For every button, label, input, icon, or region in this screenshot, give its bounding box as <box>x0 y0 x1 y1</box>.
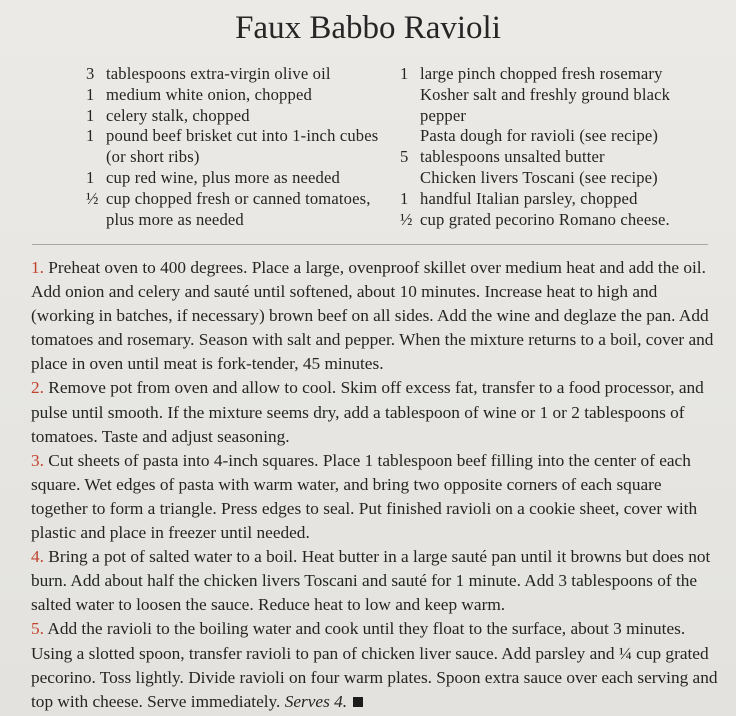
ingredient-item <box>400 126 700 147</box>
step-text: Preheat oven to 400 degrees. Place a large, ovenproof skillet over medium heat and add the oil. Add onion and celery and sauté until softened, about 10 minutes. Increase heat to high and (working in batches, if necessary) brown beef on all sides. Add the wine and deglaze the pan. Add tomatoes and rosemary. Season with salt and pepper. When the mixture returns to a boil, cover and place in oven until meat is fork-tender, 45 minutes. <box>31 258 714 374</box>
section-divider <box>32 244 708 245</box>
end-mark-icon <box>353 697 363 707</box>
ingredient-qty <box>400 168 420 189</box>
ingredient-qty: ½ <box>86 188 99 208</box>
ingredient-qty: 1 <box>86 167 95 187</box>
ingredient-qty: 1 <box>400 188 409 208</box>
ingredient-item <box>400 210 700 231</box>
ingredient-qty: 1 <box>86 84 95 104</box>
step-number: 2. <box>31 378 44 398</box>
method-step <box>31 545 721 617</box>
ingredient-text: tablespoons unsalted butter <box>420 147 605 167</box>
method-step <box>31 256 721 376</box>
ingredient-text: large pinch chopped fresh rosemary <box>420 64 663 83</box>
ingredient-qty: 1 <box>400 64 409 83</box>
ingredient-qty: ½ <box>400 209 413 229</box>
ingredient-item <box>400 147 700 168</box>
ingredient-text: cup grated pecorino Romano cheese. <box>420 209 670 229</box>
method-step <box>31 376 721 448</box>
method-step <box>31 617 721 713</box>
ingredient-qty: 3 <box>86 64 95 83</box>
ingredient-text: medium white onion, chopped <box>106 84 312 104</box>
step-number: 3. <box>31 450 44 470</box>
step-text: Cut sheets of pasta into 4-inch squares. Place 1 tablespoon beef filling into the center of each square. Wet edges of pasta with warm water, and bring two opposite corners of each square together to form a triangle. Press edges to seal. Put finished ravioli on a cookie sheet, cover with plastic and place in freezer until needed. <box>31 450 698 543</box>
method-steps <box>31 256 721 714</box>
ingredient-text: Kosher salt and freshly ground black pepper <box>420 84 671 125</box>
ingredient-qty <box>400 85 420 127</box>
ingredient-item <box>400 64 700 85</box>
ingredient-column-left <box>86 64 398 230</box>
ingredient-qty <box>400 126 420 147</box>
ingredient-text: cup red wine, plus more as needed <box>106 167 340 187</box>
ingredient-text: celery stalk, chopped <box>106 105 250 125</box>
step-text: Add the ravioli to the boiling water and cook until they float to the surface, about 3 minutes. Using a slotted spoon, transfer ravioli to pan of chicken liver sauce. Add parsley and ¼ cup grated pecorino. Toss lightly. Divide ravioli on four warm plates. Spoon extra sauce over each serving and top with cheese. Serve immediately. <box>31 619 718 711</box>
step-number: 4. <box>31 547 44 567</box>
step-number: 5. <box>31 619 44 639</box>
step-text: Bring a pot of salted water to a boil. Heat butter in a large sauté pan until it browns but does not burn. Add about half the chicken livers Toscani and sauté for 1 minute. Add 3 tablespoons of the salted water to loosen the sauce. Reduce heat to low and keep warm. <box>31 547 711 615</box>
ingredient-item <box>86 189 398 231</box>
ingredient-qty: 1 <box>86 105 95 125</box>
serves-note: Serves 4. <box>284 691 348 711</box>
ingredient-text: cup chopped fresh or canned tomatoes, plus more as needed <box>106 188 371 229</box>
ingredient-item <box>400 189 700 210</box>
ingredient-column-right <box>400 64 700 230</box>
ingredient-item <box>400 85 700 127</box>
ingredient-text: tablespoons extra-virgin olive oil <box>106 64 331 83</box>
ingredient-item <box>86 168 398 189</box>
step-number: 1. <box>31 258 44 277</box>
ingredient-list <box>86 64 706 230</box>
recipe-title: Faux Babbo Ravioli <box>235 10 501 46</box>
ingredient-item <box>86 106 398 127</box>
ingredient-item <box>86 85 398 106</box>
ingredient-item <box>400 168 700 189</box>
ingredient-item <box>86 64 398 85</box>
method-step <box>31 449 721 545</box>
ingredient-text: Chicken livers Toscani (see recipe) <box>420 167 658 187</box>
ingredient-text: pound beef brisket cut into 1-inch cubes (or short ribs) <box>106 126 379 167</box>
ingredient-text: handful Italian parsley, chopped <box>420 188 638 208</box>
step-text: Remove pot from oven and allow to cool. Skim off excess fat, transfer to a food processor, and pulse until smooth. If the mixture seems dry, add a tablespoon of wine or 1 or 2 tablespoons of tomatoes. Taste and adjust seasoning. <box>31 378 704 446</box>
ingredient-item <box>86 126 398 168</box>
ingredient-qty: 1 <box>86 126 95 146</box>
ingredient-qty: 5 <box>400 147 409 167</box>
ingredient-text: Pasta dough for ravioli (see recipe) <box>420 126 659 146</box>
